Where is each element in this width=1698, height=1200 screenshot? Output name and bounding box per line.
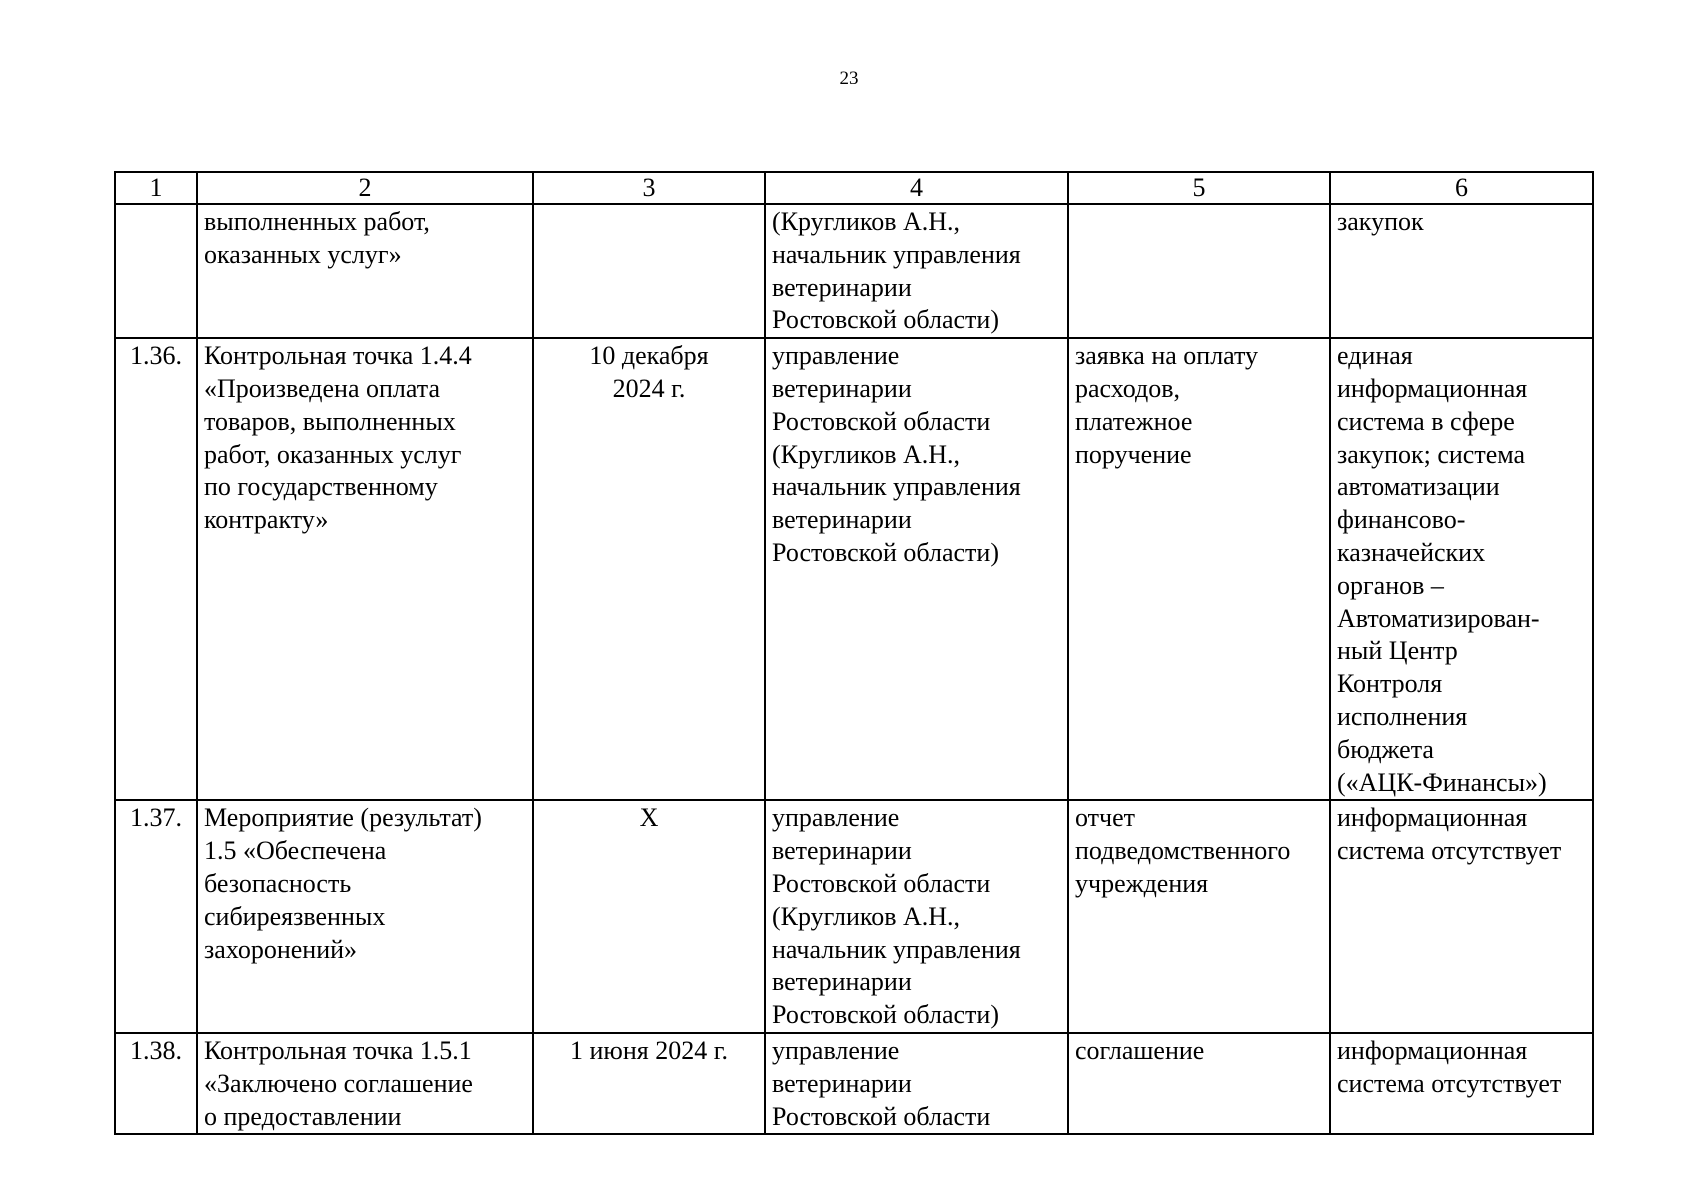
cell-line: 1 июня 2024 г. <box>570 1035 728 1065</box>
cell-line: оказанных услуг» <box>204 239 402 269</box>
cell-line: Контроля <box>1337 669 1443 699</box>
row-number-cell <box>115 204 197 338</box>
cell-line: ветеринарии <box>772 836 912 866</box>
cell-line: управление <box>772 803 900 833</box>
cell-line: органов – <box>1337 570 1444 600</box>
cell-line: ветеринарии <box>772 272 912 302</box>
cell-line: сибиреязвенных <box>204 901 386 931</box>
document-cell <box>1068 800 1330 1033</box>
deadline-cell <box>533 204 765 338</box>
deadline-cell <box>533 1033 765 1134</box>
cell-line: управление <box>772 1035 900 1065</box>
cell-line: система отсутствует <box>1337 836 1562 866</box>
row-number-cell: 1.38. <box>115 1033 197 1134</box>
cell-line: закупок <box>1337 207 1424 236</box>
document-cell <box>1068 204 1330 338</box>
header-cell-3: 3 <box>533 172 765 204</box>
info-system-cell <box>1330 1033 1593 1134</box>
cell-line: информационная <box>1337 1035 1528 1065</box>
table-row <box>115 1033 1593 1134</box>
cell-line: Х <box>639 803 659 833</box>
cell-line: исполнения <box>1337 701 1468 731</box>
header-cell-2: 2 <box>197 172 533 204</box>
document-cell <box>1068 338 1330 800</box>
cell-line: ветеринарии <box>772 373 912 403</box>
cell-line: информационная <box>1337 803 1528 833</box>
header-cell-4: 4 <box>765 172 1068 204</box>
cell-line: ветеринарии <box>772 967 912 997</box>
cell-line: расходов, <box>1075 373 1181 403</box>
cell-line: 2024 г. <box>612 373 686 403</box>
cell-line: (Кругликов А.Н., <box>772 901 961 931</box>
cell-line: (Кругликов А.Н., <box>772 439 961 469</box>
cell-line: по государственному <box>204 472 438 502</box>
table-row <box>115 338 1593 800</box>
cell-line: начальник управления <box>772 239 1021 269</box>
cell-line: Контрольная точка 1.4.4 <box>204 341 472 371</box>
cell-line: финансово- <box>1337 505 1466 535</box>
cell-line: учреждения <box>1075 868 1209 898</box>
cell-line: Ростовской области <box>772 1101 991 1131</box>
cell-line: Контрольная точка 1.5.1 <box>204 1035 472 1065</box>
table-row <box>115 800 1593 1033</box>
cell-line: отчет <box>1075 803 1135 833</box>
cell-line: («АЦК-Финансы») <box>1337 767 1547 797</box>
cell-line: ветеринарии <box>772 505 912 535</box>
cell-line: (Кругликов А.Н., <box>772 207 961 236</box>
cell-line: 10 декабря <box>589 341 709 371</box>
event-name-cell <box>197 204 533 338</box>
cell-line: Мероприятие (результат) <box>204 803 482 833</box>
cell-line: захоронений» <box>204 934 358 964</box>
cell-line: безопасность <box>204 868 352 898</box>
cell-line: информационная <box>1337 373 1528 403</box>
cell-line: заявка на оплату <box>1075 341 1259 371</box>
deadline-cell <box>533 800 765 1033</box>
cell-line: подведомственного <box>1075 836 1291 866</box>
cell-line: ветеринарии <box>772 1068 912 1098</box>
cell-line: Ростовской области) <box>772 305 999 335</box>
cell-line: товаров, выполненных <box>204 406 456 436</box>
cell-line: управление <box>772 341 900 371</box>
cell-line: работ, оказанных услуг <box>204 439 462 469</box>
info-system-cell <box>1330 204 1593 338</box>
row-number-cell: 1.37. <box>115 800 197 1033</box>
cell-line: ный Центр <box>1337 636 1458 666</box>
cell-line: казначейских <box>1337 537 1486 567</box>
row-number-cell: 1.36. <box>115 338 197 800</box>
cell-line: контракту» <box>204 505 329 535</box>
table-row <box>115 204 1593 338</box>
cell-line: система в сфере <box>1337 406 1515 436</box>
responsible-cell <box>765 338 1068 800</box>
cell-line: платежное <box>1075 406 1193 436</box>
header-cell-1: 1 <box>115 172 197 204</box>
cell-line: Ростовской области) <box>772 1000 999 1030</box>
responsible-cell <box>765 204 1068 338</box>
responsible-cell <box>765 1033 1068 1134</box>
table-header-row <box>115 172 1593 204</box>
event-name-cell <box>197 1033 533 1134</box>
cell-line: «Произведена оплата <box>204 373 440 403</box>
document-table <box>114 171 1594 1135</box>
cell-line: поручение <box>1075 439 1192 469</box>
header-cell-6: 6 <box>1330 172 1593 204</box>
info-system-cell <box>1330 800 1593 1033</box>
cell-line: единая <box>1337 341 1413 371</box>
cell-line: «Заключено соглашение <box>204 1068 473 1098</box>
cell-line: автоматизации <box>1337 472 1500 502</box>
info-system-cell <box>1330 338 1593 800</box>
cell-line: 1.5 «Обеспечена <box>204 836 387 866</box>
cell-line: соглашение <box>1075 1035 1205 1065</box>
event-name-cell <box>197 338 533 800</box>
cell-line: Ростовской области) <box>772 537 999 567</box>
cell-line: начальник управления <box>772 472 1021 502</box>
header-cell-5: 5 <box>1068 172 1330 204</box>
responsible-cell <box>765 800 1068 1033</box>
event-name-cell <box>197 800 533 1033</box>
cell-line: Автоматизирован- <box>1337 603 1540 633</box>
cell-line: бюджета <box>1337 734 1434 764</box>
cell-line: выполненных работ, <box>204 207 430 236</box>
cell-line: система отсутствует <box>1337 1068 1562 1098</box>
deadline-cell <box>533 338 765 800</box>
cell-line: Ростовской области <box>772 406 991 436</box>
document-cell <box>1068 1033 1330 1134</box>
cell-line: о предоставлении <box>204 1101 402 1131</box>
cell-line: начальник управления <box>772 934 1021 964</box>
cell-line: закупок; система <box>1337 439 1526 469</box>
cell-line: Ростовской области <box>772 868 991 898</box>
page-number: 23 <box>839 68 859 89</box>
